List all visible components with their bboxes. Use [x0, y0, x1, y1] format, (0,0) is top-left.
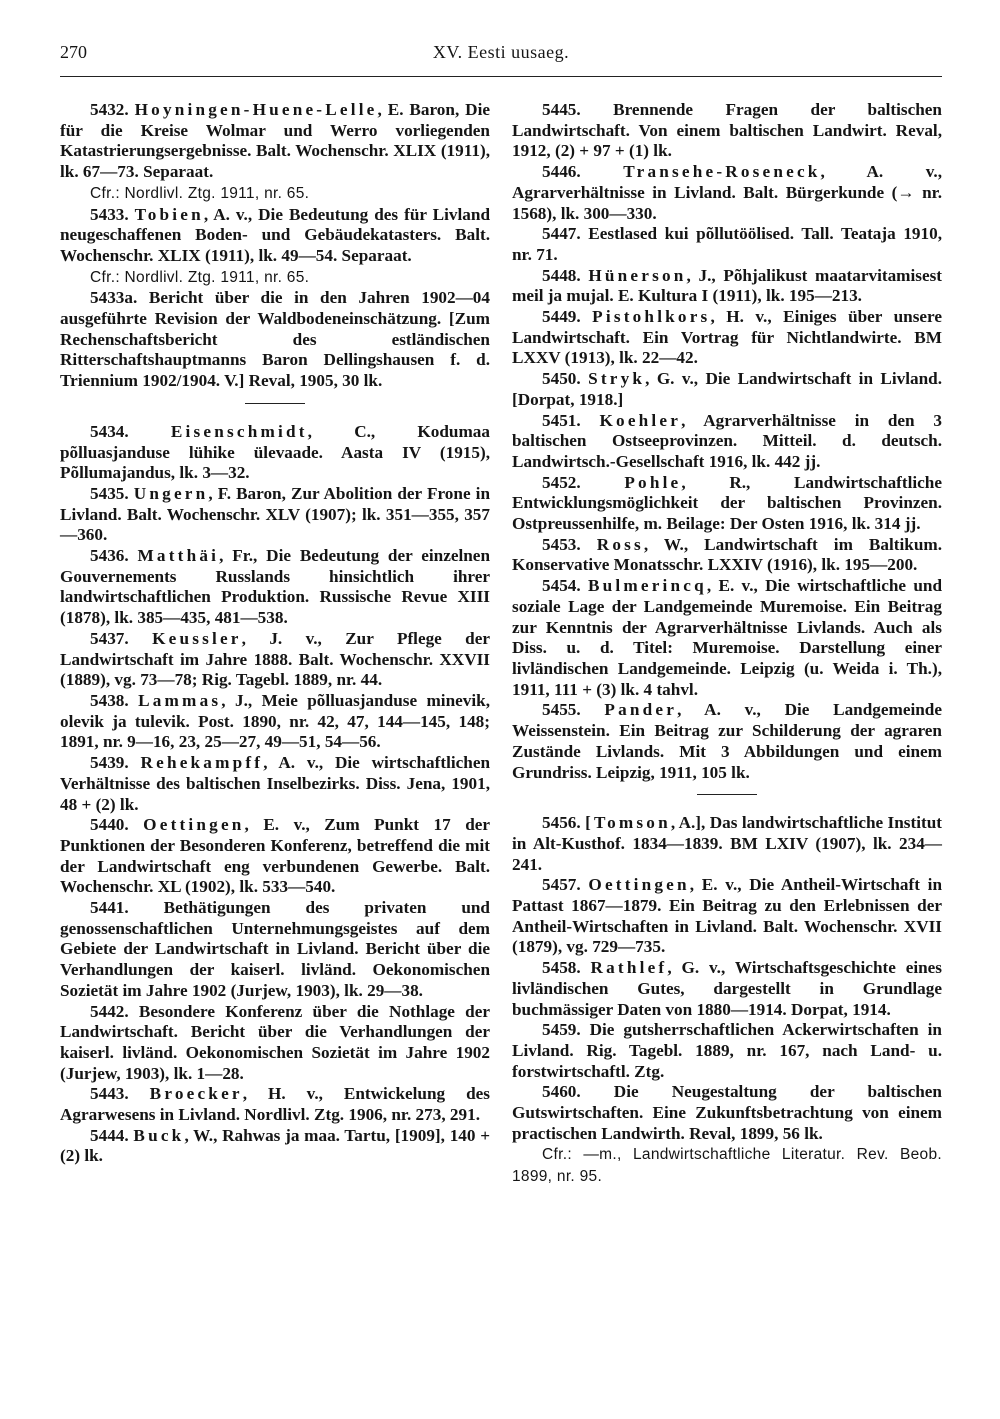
entry-number: 5439. — [90, 753, 129, 773]
page-number: 270 — [60, 42, 87, 62]
entry-number: 5432. — [90, 100, 129, 119]
cross-reference — [60, 267, 490, 289]
entry-text: , E. v., Zum Punkt 17 der Punktionen der Besonderen Konferenz, betreffend die mit der Landwirtschaft eng verbundenen Gewerbe. Balt. Wochenschr. XL (1902), lk. 533—540. — [60, 815, 491, 897]
bibliography-entry — [60, 629, 490, 691]
entry-text: , W., Rahwas ja maa. Tartu, [1909], 140 + (2) lk. — [60, 1125, 491, 1166]
bibliography-entry — [512, 1020, 942, 1082]
entry-author: Oettingen — [143, 815, 245, 835]
cross-reference — [60, 183, 490, 205]
section-divider — [245, 403, 305, 404]
entry-number: 5443. — [90, 1084, 129, 1104]
entry-number: 5440. — [90, 815, 129, 835]
bibliography-entry — [512, 307, 942, 369]
entry-number: 5433. — [90, 204, 129, 224]
entry-text: , G. v., Wirtschaftsgeschichte eines livländischen Gutes, dargestellt in Grundlage buchmässiger Daten von 1880—1914. Dorpat, 1914. — [512, 958, 942, 1019]
entry-number: 5456. — [542, 813, 581, 833]
entry-number: 5455. — [542, 700, 581, 720]
bibliography-entry — [512, 411, 942, 473]
entry-text: , H. v., Entwickelung des Agrarwesens in Livland. Nordlivl. Ztg. 1906, nr. 273, 291. — [60, 1084, 490, 1125]
entry-author: Broecker — [149, 1084, 243, 1104]
entry-text: Brennende Fragen der baltischen Landwirtschaft. Von einem baltischen Landwirt. Reval, 1912, (2) + 97 + (1) lk. — [512, 100, 942, 161]
bibliography-entry — [512, 266, 942, 307]
entry-number: 5448. — [542, 265, 581, 285]
entry-number: 5459. — [542, 1020, 581, 1040]
entry-number: 5433a. — [90, 288, 138, 308]
entry-author: Ross — [596, 534, 644, 554]
bibliography-entry — [512, 1082, 942, 1144]
entry-author: Oettingen — [588, 875, 690, 895]
bibliography-entry — [512, 576, 942, 700]
bibliography-entry — [512, 100, 942, 162]
entry-text: , F. Baron, Zur Abolition der Frone in Livland. Balt. Wochenschr. XLV (1907); lk. 351—355, 357—360. — [60, 483, 491, 545]
entry-number: 5445. — [542, 100, 581, 119]
entry-text: , G. v., Die Landwirtschaft in Livland. [Dorpat, 1918.] — [512, 369, 943, 409]
entry-number: 5451. — [542, 410, 581, 430]
entry-author: Buck — [133, 1125, 185, 1145]
bibliography-entry — [512, 473, 942, 535]
bibliography-entry — [60, 100, 490, 183]
cross-reference — [512, 1144, 942, 1187]
entry-number: 5442. — [90, 1001, 129, 1021]
bibliography-entry — [60, 205, 490, 267]
cfr-text: Cfr.: Nordlivl. Ztg. 1911, nr. 65. — [90, 268, 310, 286]
entry-text: , E. Baron, Die für die Kreise Wolmar und Werro vorliegenden Katastrierungsergebnisse. Balt. Wochenschr. XLIX (1911), lk. 67—73. Separaat. — [60, 100, 491, 182]
entry-author: Rathlef — [590, 958, 668, 978]
entry-number: 5447. — [542, 224, 581, 244]
entry-author: Transehe-Roseneck — [623, 162, 821, 182]
entry-text: , A. v., Agrarverhältnisse in Livland. Balt. Bürgerkunde (→ nr. 1568), lk. 300—330. — [512, 162, 942, 223]
header-rule — [60, 76, 942, 77]
entry-number: 5434. — [90, 421, 129, 441]
entry-author: Ungern — [133, 483, 209, 503]
entry-author: Pander — [604, 700, 678, 720]
bibliography-entry — [60, 898, 490, 1002]
entry-author: Matthäi — [137, 546, 220, 566]
entry-number: 5452. — [542, 472, 581, 492]
bibliography-entry — [512, 813, 942, 875]
bibliography-entry — [60, 691, 490, 753]
entry-author: Hünerson — [588, 265, 687, 285]
entry-author: Stryk — [588, 369, 646, 389]
page-header — [60, 36, 942, 76]
entry-number: 5438. — [90, 690, 129, 710]
bibliography-entry — [60, 753, 490, 815]
entry-text: Bethätigungen des privaten und genossenschaftlichen Unternehmungsgeistes auf dem Gebiete der Landwirtschaft in Livland. Bericht über die Verhandlungen der kaiserl. livländ. Oekonomischen Sozietät im Jahre 1902 (Jurjew, 1903), lk. 29—38. — [60, 898, 490, 1000]
entry-author: [Tomson — [585, 813, 671, 833]
entry-text: Die Neugestaltung der baltischen Gutswirtschaften. Eine Zukunftsbetrachtung von einem practischen Landwirth. Reval, 1899, 56 lk. — [512, 1082, 942, 1143]
entry-text: , E. v., Die wirtschaftliche und soziale Lage der Landgemeinde Muremoise. Ein Beitrag zur Kenntnis der Agrarverhältnisse Livlands. Auch als Diss. u. d. Titel: Muremoise. Darstellung einer livländischen Landgemeinde. Leipzig (u. Weida i. Th.), 1911, 111 + (3) lk. 4 tahvl. — [512, 576, 943, 699]
bibliography-entry — [512, 162, 942, 224]
entry-text: , J., Põhjalikust maatarvitamisest meil ja mujal. E. Kultura I (1911), lk. 195—213. — [512, 265, 943, 306]
bibliography-entry — [512, 958, 942, 1020]
bibliography-entry — [60, 484, 490, 546]
entry-number: 5460. — [542, 1082, 581, 1102]
entry-text: , Fr., Die Bedeutung der einzelnen Gouvernements Russlands hinsichtlich ihrer landwirtschaftlichen Produktion. Russische Revue XIII (1878), lk. 385—435, 481—538. — [60, 546, 490, 628]
bibliography-entry — [60, 1084, 490, 1125]
section-divider — [697, 794, 757, 795]
entry-text: Besondere Konferenz über die Nothlage der Landwirtschaft. Bericht über die Verhandlungen der kaiserl. livländ. Oekonomischen Sozietät im Jahre 1902 (Jurjew, 1903), lk. 1—28. — [60, 1001, 490, 1083]
entry-text: , A. v., Die wirtschaftlichen Verhältnisse des baltischen Inselbezirks. Diss. Jena, 1901, 48 + (2) lk. — [60, 753, 491, 814]
bibliography-entry — [512, 224, 942, 265]
entry-number: 5444. — [90, 1125, 129, 1145]
entry-number: 5441. — [90, 898, 129, 918]
entry-text: , C., Kodumaa põlluasjanduse lühike ülevaade. Aasta IV (1915), Põllumajandus, lk. 3—32. — [60, 421, 490, 483]
entry-text: , J. v., Zur Pflege der Landwirtschaft im Jahre 1888. Balt. Wochenschr. XXVII (1889), vg. 73—78; Rig. Tagebl. 1889, nr. 44. — [60, 628, 490, 690]
left-column — [60, 100, 490, 1167]
entry-text: , Agrarverhältnisse in den 3 baltischen Ostseeprovinzen. Mitteil. d. deutsch. Landwirtsch.-Gesellschaft 1916, lk. 442 jj. — [512, 410, 942, 471]
running-title: XV. Eesti uusaeg. — [432, 42, 570, 62]
entry-text: Die gutsherrschaftlichen Ackerwirtschaften in Livland. Rig. Tagebl. 1889, nr. 167, nach Land- u. forstwirtschaftl. Ztg. — [512, 1020, 942, 1081]
entry-number: 5453. — [542, 534, 581, 554]
entry-text: Bericht über die in den Jahren 1902—04 ausgeführte Revision der Waldbodeneinschätzung. [Zum Rechenschaftsbericht des estländischen Ritterschaftshauptmanns Baron Dellingshausen f. d. Triennium 1902/1904. V.] Reval, 1905, 30 lk. — [60, 288, 490, 391]
entry-text: , W., Landwirtschaft im Baltikum. Konservative Monatsschr. LXXIV (1916), lk. 195—200. — [512, 534, 942, 575]
right-column — [512, 100, 942, 1188]
cfr-text: Cfr.: Nordlivl. Ztg. 1911, nr. 65. — [90, 184, 310, 202]
entry-text: , J., Meie põlluasjanduse minevik, olevik ja tulevik. Post. 1890, nr. 42, 47, 144—145, 148; 1891, nr. 9—16, 23, 25—27, 49—51, 54—56. — [60, 690, 490, 752]
entry-number: 5458. — [542, 958, 581, 978]
entry-number: 5457. — [542, 875, 581, 895]
entry-number: 5454. — [542, 576, 581, 596]
bibliography-entry — [512, 700, 942, 783]
bibliography-entry — [60, 422, 490, 484]
entry-text: , R., Landwirtschaftliche Entwicklungsmöglichkeit der baltischen Provinzen. Ostpreussenhilfe, m. Beilage: Der Osten 1916, lk. 314 jj. — [512, 472, 942, 534]
entry-number: 5435. — [90, 483, 129, 503]
entry-number: 5446. — [542, 162, 581, 182]
entry-text: , H. v., Einiges über unsere Landwirtschaft. Ein Vortrag für Nichtlandwirte. BM LXXV (1913), lk. 22—42. — [512, 307, 942, 368]
entry-number: 5450. — [542, 369, 581, 389]
entry-text: , A.], Das landwirtschaftliche Institut in Alt-Kusthof. 1834—1839. BM LXIV (1907), lk. 234—241. — [512, 813, 942, 874]
entry-author: Lammas — [138, 690, 222, 710]
entry-text: Eestlased kui põllutöölised. Tall. Teataja 1910, nr. 71. — [512, 224, 942, 264]
bibliography-entry — [512, 535, 942, 576]
entry-author: Hoyningen-Huene-Lelle — [134, 100, 378, 119]
bibliography-entry — [60, 288, 490, 392]
bibliography-entry — [512, 875, 942, 958]
entry-author: Keussler — [152, 628, 242, 648]
entry-text: , A. v., Die Bedeutung des für Livland neugeschaffenen Boden- und Gebäudekatasters. Balt. Wochenschr. XLIX (1911), lk. 49—54. Separaat. — [60, 204, 491, 265]
entry-author: Koehler — [599, 410, 682, 430]
entry-number: 5449. — [542, 307, 581, 327]
entry-author: Tobien — [134, 204, 204, 224]
entry-author: Bulmerincq — [587, 576, 707, 596]
entry-text: , E. v., Die Antheil-Wirtschaft in Pattast 1867—1879. Ein Beitrag zu den Erlebnissen der Antheil-Wirtschaften in Livland. Balt. Wochenschr. XVII (1879), vg. 729—735. — [512, 875, 943, 957]
entry-text: , A. v., Die Landgemeinde Weissenstein. Ein Beitrag zur Schilderung der agraren Zustände Livlands. Mit 3 Abbildungen und einem Grundriss. Leipzig, 1911, 105 lk. — [512, 700, 942, 782]
bibliography-entry — [60, 546, 490, 629]
cfr-text: Cfr.: —m., Landwirtschaftliche Literatur. Rev. Beob. 1899, nr. 95. — [512, 1146, 942, 1186]
entry-author: Rehekampff — [140, 753, 264, 773]
bibliography-entry — [60, 815, 490, 898]
bibliography-entry — [512, 369, 942, 410]
bibliography-entry — [60, 1126, 490, 1167]
entry-author: Pistohlkors — [592, 307, 711, 327]
entry-author: Eisenschmidt — [170, 421, 308, 441]
entry-number: 5436. — [90, 546, 129, 566]
bibliography-entry — [60, 1002, 490, 1085]
entry-number: 5437. — [90, 628, 129, 648]
entry-author: Pohle — [624, 472, 682, 492]
